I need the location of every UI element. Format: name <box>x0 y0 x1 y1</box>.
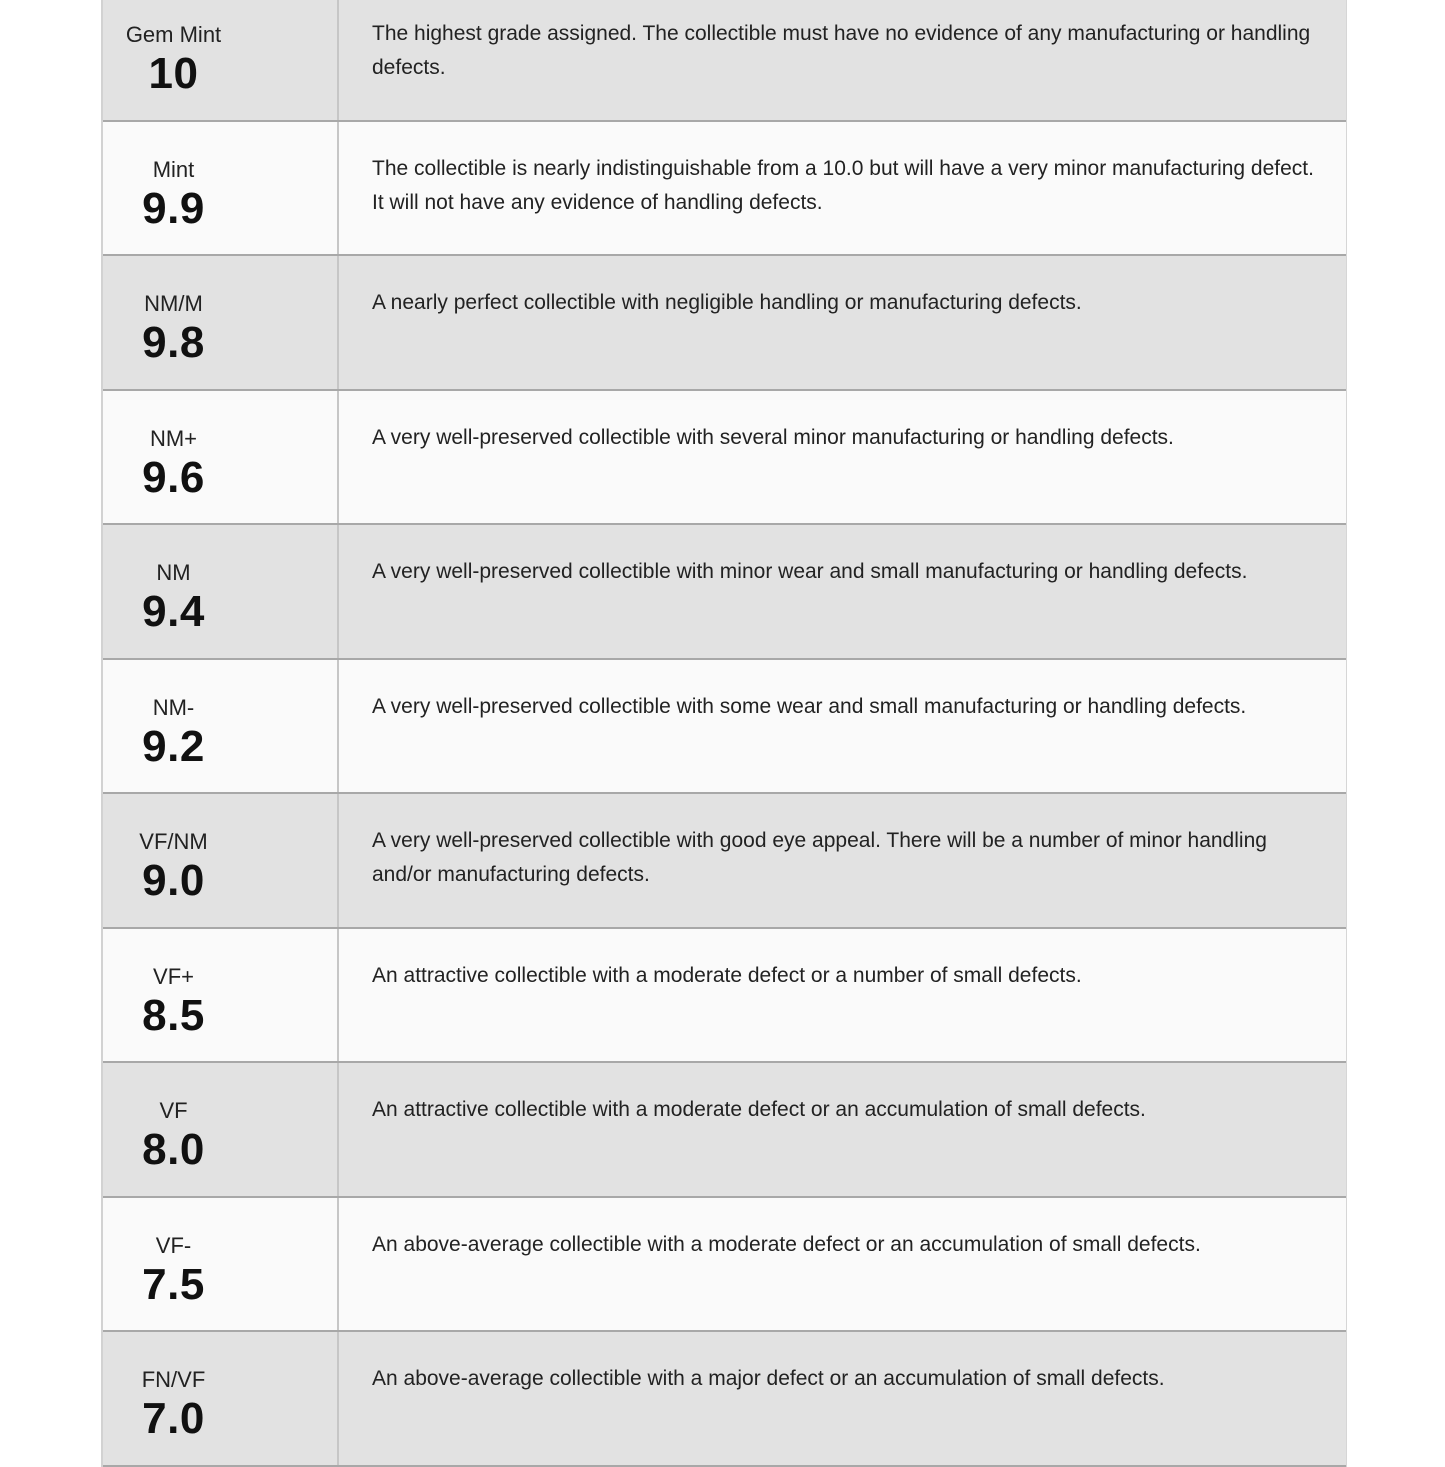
grade-name: Gem Mint <box>125 22 222 47</box>
grade-cell <box>103 1198 339 1331</box>
grade-number: 9.0 <box>142 856 205 905</box>
grade-number: 9.2 <box>142 721 205 771</box>
grade-number: 8.0 <box>142 1125 205 1174</box>
grade-cell <box>103 525 339 658</box>
grade-number: 7.0 <box>142 1394 205 1443</box>
grade-number: 9.4 <box>142 587 205 636</box>
grade-number: 9.9 <box>142 183 205 233</box>
grade-name: NM <box>156 560 191 585</box>
grade-name: NM- <box>152 694 195 720</box>
grade-description: A nearly perfect collectible with negligible handling or manufacturing defects. <box>372 291 1082 314</box>
grade-name: FN/VF <box>141 1367 206 1392</box>
grade-description: A very well-preserved collectible with minor wear and small manufacturing or handling defects. <box>372 560 1248 583</box>
grade-name: NM/M <box>144 291 203 316</box>
grade-row-vf-minus <box>103 1198 1346 1333</box>
grade-description: An above-average collectible with a moderate defect or an accumulation of small defects. <box>372 1232 1201 1256</box>
grade-cell <box>103 1063 339 1196</box>
grade-name: NM+ <box>149 425 198 451</box>
grade-description: The collectible is nearly indistinguishable from a 10.0 but will have a very minor manufacturing defect. It will not have any evidence of handling defects. <box>372 156 1314 214</box>
grade-row-nm-minus <box>103 660 1346 795</box>
grade-number: 10 <box>148 49 199 98</box>
grade-cell <box>103 929 339 1062</box>
grade-row-mint <box>103 122 1346 257</box>
grade-row-gem-mint <box>103 0 1346 122</box>
grade-cell <box>103 660 339 793</box>
grade-description: A very well-preserved collectible with several minor manufacturing or handling defects. <box>372 425 1174 449</box>
grade-row-nm-m <box>103 256 1346 391</box>
grade-row-vf-plus <box>103 929 1346 1064</box>
grade-description: An attractive collectible with a moderate defect or a number of small defects. <box>372 963 1082 987</box>
grading-scale-table <box>101 0 1347 1467</box>
grade-description: A very well-preserved collectible with some wear and small manufacturing or handling defects. <box>372 694 1247 718</box>
grade-cell <box>103 794 339 927</box>
grade-row-vf <box>103 1063 1346 1198</box>
grade-row-nm-plus <box>103 391 1346 526</box>
grade-number: 9.6 <box>142 452 205 502</box>
grade-description: A very well-preserved collectible with good eye appeal. There will be a number of minor handling and/or manufacturing defects. <box>372 829 1267 886</box>
grade-name: VF <box>159 1098 188 1123</box>
grade-cell <box>103 122 339 255</box>
grade-description: An attractive collectible with a moderate defect or an accumulation of small defects. <box>372 1098 1146 1121</box>
grade-row-nm <box>103 525 1346 660</box>
grade-number: 8.5 <box>142 990 205 1040</box>
grade-name: VF/NM <box>139 829 208 854</box>
grade-cell <box>103 391 339 524</box>
grade-cell <box>103 256 339 389</box>
grade-row-fn-vf <box>103 1332 1346 1467</box>
grade-cell <box>103 0 339 120</box>
grade-number: 9.8 <box>142 318 205 367</box>
grade-row-vf-nm <box>103 794 1346 929</box>
grade-description: An above-average collectible with a major defect or an accumulation of small defects. <box>372 1367 1165 1390</box>
grade-name: VF+ <box>153 963 194 989</box>
grade-number: 7.5 <box>142 1259 205 1309</box>
grade-description: The highest grade assigned. The collectible must have no evidence of any manufacturing or handling defects. <box>372 22 1311 79</box>
grade-name: Mint <box>152 156 195 182</box>
grade-name: VF- <box>155 1232 192 1258</box>
